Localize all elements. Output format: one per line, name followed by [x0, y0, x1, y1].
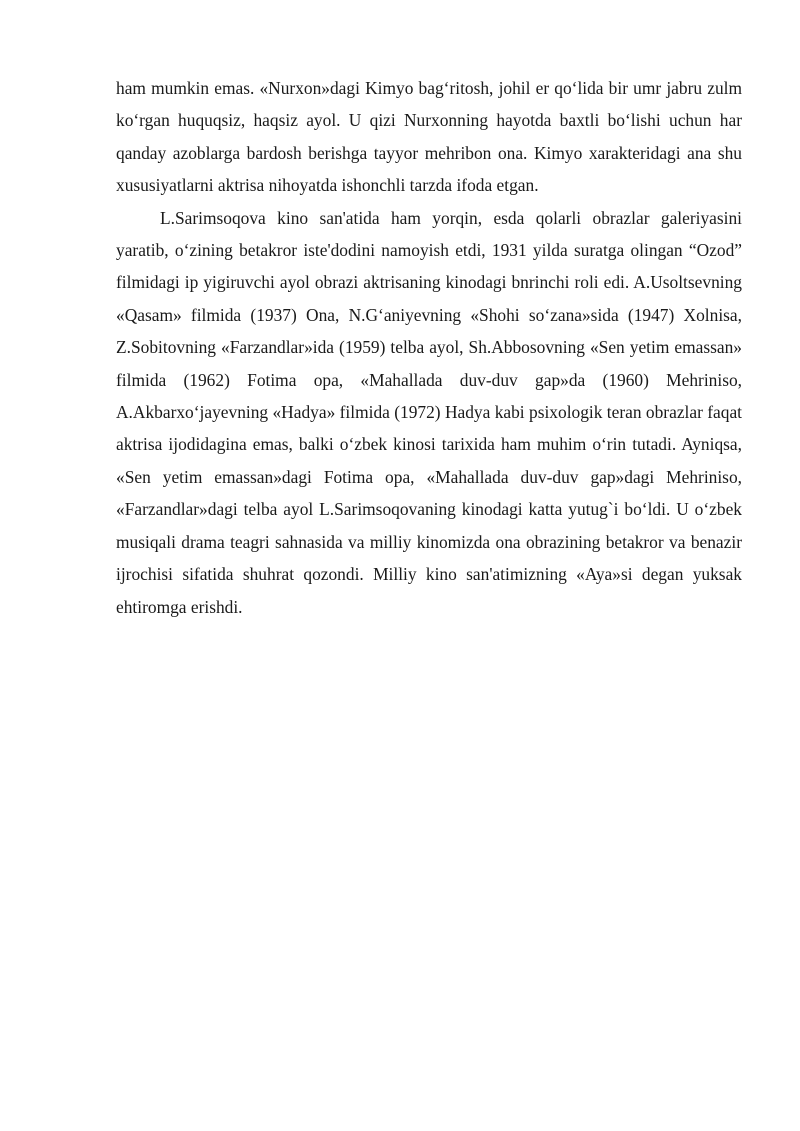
paragraph-sarimsoqova: L.Sarimsoqova kino san'atida ham yorqin, esda qolarli obrazlar galeriyasini yaratib, o‘zining betakror iste'dodini namoyish etdi, 1931 yilda suratga olingan “Ozod” filmidagi ip yigiruvchi ayol obrazi aktrisaning kinodagi bnrinchi roli edi. A.Usoltsevning «Qasam» filmida (1937) Ona, N.G‘aniyevning «Shohi so‘zana»sida (1947) Xolnisa, Z.Sobitovning «Farzandlar»ida (1959) telba ayol, Sh.Abbosovning «Sen yetim emassan» filmida (1962) Fotima opa, «Mahallada duv-duv gap»da (1960) Mehriniso, A.Akbarxo‘jayevning «Hadya» filmida (1972) Hadya kabi psixologik teran obrazlar faqat aktrisa ijodidagina emas, balki o‘zbek kinosi tarixida ham muhim o‘rin tutadi. Ayniqsa, «Sen yetim emassan»dagi Fotima opa, «Mahallada duv-duv gap»dagi Mehriniso, «Farzandlar»dagi telba ayol L.Sarimsoqovaning kinodagi katta yutug`i bo‘ldi. U o‘zbek musiqali drama teagri sahnasida va milliy kinomizda ona obrazining betakror va benazir ijrochisi sifatida shuhrat qozondi. Milliy kino san'atimizning «Aya»si degan yuksak ehtiromga erishdi. — [116, 207, 742, 617]
body-text — [116, 72, 742, 623]
paragraph-continuation: ham mumkin emas. «Nurxon»dagi Kimyo bag‘ritosh, johil er qo‘lida bir umr jabru zulm ko‘rgan huquqsiz, haqsiz ayol. U qizi Nurxonning hayotda baxtli bo‘lishi uchun har qanday azoblarga bardosh berishga tayyor mehribon ona. Kimyo xarakteridagi ana shu xususiyatlarni aktrisa nihoyatda ishonchli tarzda ifoda etgan. — [116, 78, 742, 196]
